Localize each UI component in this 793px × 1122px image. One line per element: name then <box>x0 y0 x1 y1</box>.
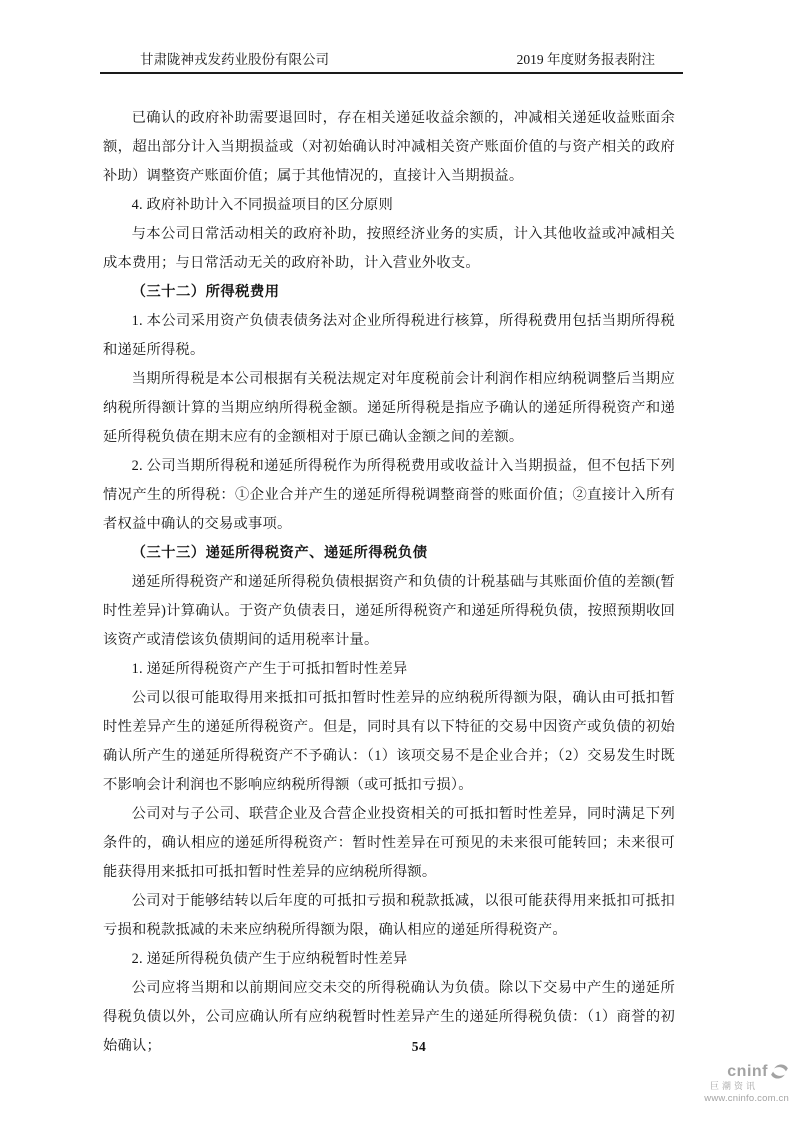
header-rule <box>100 50 683 74</box>
page-number: 54 <box>411 1039 427 1054</box>
page-header <box>100 0 683 74</box>
header-report-title: 2019 年度财务报表附注 <box>516 52 655 67</box>
cninfo-url: www.cninfo.com.cn <box>704 1093 789 1104</box>
paragraph: 与本公司日常活动相关的政府补助，按照经济业务的实质，计入其他收益或冲减相关成本费用；与日常活动无关的政府补助，计入营业外收支。 <box>103 226 675 271</box>
paragraph: 1. 本公司采用资产负债表债务法对企业所得税进行核算，所得税费用包括当期所得税和递延所得税。 <box>103 313 675 358</box>
cninfo-swirl-icon <box>770 1062 789 1081</box>
section-heading: （三十二）所得税费用 <box>131 284 280 300</box>
cninfo-site-name: 巨潮资讯 <box>709 1081 758 1091</box>
cninfo-brand-row <box>697 1062 789 1081</box>
document-body <box>103 104 675 1061</box>
paragraph: 已确认的政府补助需要退回时，存在相关递延收益余额的，冲减相关递延收益账面余额，超出部分计入当期损益或（对初始确认时冲减相关资产账面价值的与资产相关的政府补助）调整资产账面价值；属于其他情况的，直接计入当期损益。 <box>103 110 675 184</box>
paragraph: 公司以很可能取得用来抵扣可抵扣暂时性差异的应纳税所得额为限，确认由可抵扣暂时性差异产生的递延所得税资产。但是，同时具有以下特征的交易中因资产或负债的初始确认所产生的递延所得税资产不予确认：（1）该项交易不是企业合并；（2）交易发生时既不影响会计利润也不影响应纳税所得额（或可抵扣亏损）。 <box>103 690 675 793</box>
paragraph: 公司对于能够结转以后年度的可抵扣亏损和税款抵减，以很可能获得用来抵扣可抵扣亏损和税款抵减的未来应纳税所得额为限，确认相应的递延所得税资产。 <box>103 893 675 938</box>
paragraph: 公司应将当期和以前期间应交未交的所得税确认为负债。除以下交易中产生的递延所得税负债以外，公司应确认所有应纳税暂时性差异产生的递延所得税负债：（1）商誉的初始确认； <box>103 980 675 1054</box>
paragraph: 公司对与子公司、联营企业及合营企业投资相关的可抵扣暂时性差异，同时满足下列条件的，确认相应的递延所得税资产：暂时性差异在可预见的未来很可能转回；未来很可能获得用来抵扣可抵扣暂时性差异的应纳税所得额。 <box>103 806 675 880</box>
paragraph: 当期所得税是本公司根据有关税法规定对年度税前会计利润作相应纳税调整后当期应纳税所得额计算的当期应纳所得税金额。递延所得税是指应予确认的递延所得税资产和递延所得税负债在期末应有的金额相对于原已确认金额之间的差额。 <box>103 371 675 445</box>
paragraph: 递延所得税资产和递延所得税负债根据资产和负债的计税基础与其账面价值的差额(暂时性差异)计算确认。于资产负债表日，递延所得税资产和递延所得税负债，按照预期收回该资产或清偿该负债期间的适用税率计量。 <box>103 574 675 648</box>
paragraph: 2. 递延所得税负债产生于应纳税暂时性差异 <box>131 951 408 967</box>
section-heading: （三十三）递延所得税资产、递延所得税负债 <box>131 545 428 561</box>
paragraph: 1. 递延所得税资产产生于可抵扣暂时性差异 <box>131 661 408 677</box>
paragraph: 2. 公司当期所得税和递延所得税作为所得税费用或收益计入当期损益，但不包括下列情况产生的所得税：①企业合并产生的递延所得税调整商誉的账面价值；②直接计入所有者权益中确认的交易或事项。 <box>103 458 675 532</box>
cninfo-brand-text: cninf <box>727 1062 768 1080</box>
cninfo-watermark <box>697 1062 789 1104</box>
header-company-name: 甘肃陇神戎发药业股份有限公司 <box>140 52 329 67</box>
paragraph: 4. 政府补助计入不同损益项目的区分原则 <box>131 197 393 213</box>
